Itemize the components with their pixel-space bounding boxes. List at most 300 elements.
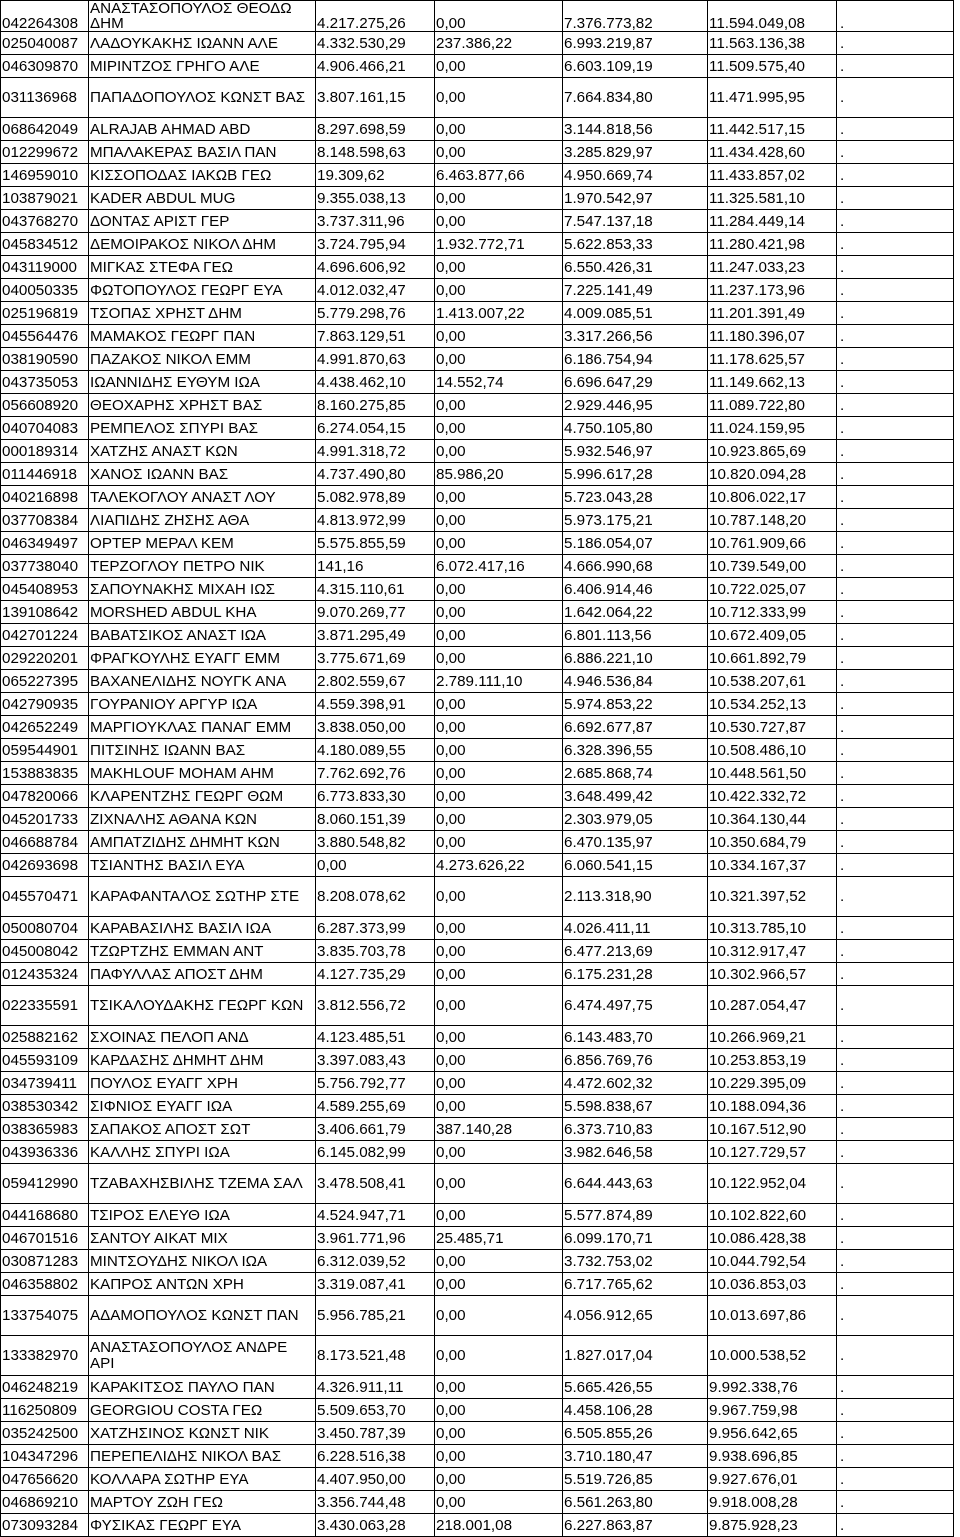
- name-cell: ΜΑΜΑΚΟΣ ΓΕΩΡΓ ΠΑΝ: [89, 325, 316, 348]
- table-row: [1, 1445, 954, 1468]
- table-row: [1, 877, 954, 917]
- taxpayer-id-cell: 056608920: [1, 394, 89, 417]
- total-cell: 10.820.094,28: [708, 463, 837, 486]
- amount-b-cell: 0,00: [435, 1, 563, 32]
- taxpayer-id-cell: 042701224: [1, 624, 89, 647]
- amount-b-cell: 85.986,20: [435, 463, 563, 486]
- amount-c-cell: 5.973.175,21: [563, 509, 708, 532]
- table-row: [1, 417, 954, 440]
- amount-b-cell: 0,00: [435, 578, 563, 601]
- marker-cell: .: [837, 1422, 954, 1445]
- amount-c-cell: 6.696.647,29: [563, 371, 708, 394]
- total-cell: 11.247.033,23: [708, 256, 837, 279]
- name-cell: ΜΙΓΚΑΣ ΣΤΕΦΑ ΓΕΩ: [89, 256, 316, 279]
- marker-cell: .: [837, 394, 954, 417]
- taxpayer-id-cell: 046248219: [1, 1376, 89, 1399]
- total-cell: 10.672.409,05: [708, 624, 837, 647]
- amount-c-cell: 6.644.443,63: [563, 1164, 708, 1204]
- name-cell: ΚΟΛΛΑΡΑ ΣΩΤΗΡ ΕΥΑ: [89, 1468, 316, 1491]
- amount-c-cell: 6.993.219,87: [563, 32, 708, 55]
- amount-c-cell: 4.056.912,65: [563, 1296, 708, 1336]
- name-cell: ΧΑΤΖΗΣΙΝΟΣ ΚΩΝΣΤ ΝΙΚ: [89, 1422, 316, 1445]
- taxpayer-id-cell: 043936336: [1, 1141, 89, 1164]
- taxpayer-id-cell: 042693698: [1, 854, 89, 877]
- name-cell: GEORGIOU COSTA ΓΕΩ: [89, 1399, 316, 1422]
- amount-b-cell: 0,00: [435, 1273, 563, 1296]
- name-cell: ΦΡΑΓΚΟΥΛΗΣ ΕΥΑΓΓ ΕΜΜ: [89, 647, 316, 670]
- table-row: [1, 1227, 954, 1250]
- total-cell: 9.956.642,65: [708, 1422, 837, 1445]
- amount-a-cell: 5.509.653,70: [316, 1399, 435, 1422]
- name-cell: ΛΑΔΟΥΚΑΚΗΣ ΙΩΑΝΝ ΑΛΕ: [89, 32, 316, 55]
- table-row: [1, 463, 954, 486]
- name-cell: MAKHLOUF MOHAM AHM: [89, 762, 316, 785]
- taxpayer-id-cell: 022335591: [1, 986, 89, 1026]
- table-row: [1, 578, 954, 601]
- taxpayer-id-cell: 073093284: [1, 1514, 89, 1537]
- amount-a-cell: 3.319.087,41: [316, 1273, 435, 1296]
- marker-cell: .: [837, 555, 954, 578]
- taxpayer-id-cell: 040050335: [1, 279, 89, 302]
- table-row: [1, 1514, 954, 1537]
- amount-b-cell: 0,00: [435, 256, 563, 279]
- table-row: [1, 1118, 954, 1141]
- table-row: [1, 1095, 954, 1118]
- amount-c-cell: 6.886.221,10: [563, 647, 708, 670]
- amount-b-cell: 0,00: [435, 1376, 563, 1399]
- marker-cell: .: [837, 1491, 954, 1514]
- marker-cell: .: [837, 1468, 954, 1491]
- marker-cell: .: [837, 141, 954, 164]
- marker-cell: .: [837, 1141, 954, 1164]
- amount-a-cell: 3.807.161,15: [316, 78, 435, 118]
- marker-cell: .: [837, 164, 954, 187]
- amount-c-cell: 6.328.396,55: [563, 739, 708, 762]
- table-row: [1, 601, 954, 624]
- total-cell: 11.509.575,40: [708, 55, 837, 78]
- total-cell: 10.013.697,86: [708, 1296, 837, 1336]
- marker-cell: .: [837, 348, 954, 371]
- name-cell: ΤΣΙΡΟΣ ΕΛΕΥΘ ΙΩΑ: [89, 1204, 316, 1227]
- name-cell: ΣΑΠΟΥΝΑΚΗΣ ΜΙΧΑΗ ΙΩΣ: [89, 578, 316, 601]
- taxpayer-id-cell: 046869210: [1, 1491, 89, 1514]
- table-row: [1, 624, 954, 647]
- name-cell: ΒΑΧΑΝΕΛΙΔΗΣ ΝΟΥΓΚ ΑΝΑ: [89, 670, 316, 693]
- amount-c-cell: 3.317.266,56: [563, 325, 708, 348]
- total-cell: 11.284.449,14: [708, 210, 837, 233]
- amount-c-cell: 6.406.914,46: [563, 578, 708, 601]
- marker-cell: .: [837, 486, 954, 509]
- taxpayer-id-cell: 043735053: [1, 371, 89, 394]
- table-row: [1, 1250, 954, 1273]
- name-cell: ΣΑΠΑΚΟΣ ΑΠΟΣΤ ΣΩΤ: [89, 1118, 316, 1141]
- name-cell: ΔΟΝΤΑΣ ΑΡΙΣΤ ΓΕΡ: [89, 210, 316, 233]
- marker-cell: .: [837, 417, 954, 440]
- taxpayer-id-cell: 037708384: [1, 509, 89, 532]
- taxpayer-id-cell: 012299672: [1, 141, 89, 164]
- marker-cell: .: [837, 1049, 954, 1072]
- taxpayer-id-cell: 059412990: [1, 1164, 89, 1204]
- taxpayer-id-cell: 044168680: [1, 1204, 89, 1227]
- amount-a-cell: 6.773.833,30: [316, 785, 435, 808]
- table-row: [1, 164, 954, 187]
- taxpayer-id-cell: 045593109: [1, 1049, 89, 1072]
- marker-cell: .: [837, 854, 954, 877]
- amount-c-cell: 6.561.263,80: [563, 1491, 708, 1514]
- amount-b-cell: 0,00: [435, 1491, 563, 1514]
- amount-a-cell: 3.737.311,96: [316, 210, 435, 233]
- amount-b-cell: 387.140,28: [435, 1118, 563, 1141]
- amount-b-cell: 0,00: [435, 917, 563, 940]
- name-cell: ΡΕΜΠΕΛΟΣ ΣΠΥΡΙ ΒΑΣ: [89, 417, 316, 440]
- amount-a-cell: 3.838.050,00: [316, 716, 435, 739]
- amount-a-cell: 141,16: [316, 555, 435, 578]
- amount-b-cell: 0,00: [435, 118, 563, 141]
- total-cell: 9.927.676,01: [708, 1468, 837, 1491]
- amount-a-cell: 5.956.785,21: [316, 1296, 435, 1336]
- table-row: [1, 279, 954, 302]
- amount-b-cell: 0,00: [435, 762, 563, 785]
- marker-cell: .: [837, 739, 954, 762]
- marker-cell: .: [837, 302, 954, 325]
- taxpayer-id-cell: 139108642: [1, 601, 89, 624]
- amount-a-cell: 8.148.598,63: [316, 141, 435, 164]
- taxpayer-id-cell: 045408953: [1, 578, 89, 601]
- amount-b-cell: 0,00: [435, 1072, 563, 1095]
- table-row: [1, 1049, 954, 1072]
- amount-b-cell: 0,00: [435, 509, 563, 532]
- total-cell: 10.000.538,52: [708, 1336, 837, 1376]
- amount-a-cell: 4.737.490,80: [316, 463, 435, 486]
- amount-b-cell: 0,00: [435, 1204, 563, 1227]
- name-cell: ΤΖΑΒΑΧΗΣΒΙΛΗΣ ΤΖΕΜΑ ΣΑΛ: [89, 1164, 316, 1204]
- marker-cell: .: [837, 647, 954, 670]
- table-row: [1, 1141, 954, 1164]
- amount-a-cell: 4.123.485,51: [316, 1026, 435, 1049]
- amount-c-cell: 7.376.773,82: [563, 1, 708, 32]
- marker-cell: .: [837, 233, 954, 256]
- amount-b-cell: 0,00: [435, 325, 563, 348]
- amount-a-cell: 4.315.110,61: [316, 578, 435, 601]
- total-cell: 10.313.785,10: [708, 917, 837, 940]
- amount-b-cell: 0,00: [435, 187, 563, 210]
- name-cell: ΑΝΑΣΤΑΣΟΠΟΥΛΟΣ ΘΕΟΔΩ ΔΗΜ: [89, 1, 316, 32]
- name-cell: ΤΑΛΕΚΟΓΛΟΥ ΑΝΑΣΤ ΛΟΥ: [89, 486, 316, 509]
- marker-cell: .: [837, 877, 954, 917]
- marker-cell: .: [837, 256, 954, 279]
- table-row: [1, 762, 954, 785]
- total-cell: 11.280.421,98: [708, 233, 837, 256]
- taxpayer-id-cell: 011446918: [1, 463, 89, 486]
- amount-a-cell: 9.355.038,13: [316, 187, 435, 210]
- total-cell: 10.712.333,99: [708, 601, 837, 624]
- amount-c-cell: 5.932.546,97: [563, 440, 708, 463]
- marker-cell: .: [837, 578, 954, 601]
- total-cell: 11.325.581,10: [708, 187, 837, 210]
- amount-a-cell: 2.802.559,67: [316, 670, 435, 693]
- marker-cell: .: [837, 1227, 954, 1250]
- amount-c-cell: 3.648.499,42: [563, 785, 708, 808]
- total-cell: 11.149.662,13: [708, 371, 837, 394]
- amount-c-cell: 1.827.017,04: [563, 1336, 708, 1376]
- name-cell: ΠΑΦΥΛΛΑΣ ΑΠΟΣΤ ΔΗΜ: [89, 963, 316, 986]
- amount-b-cell: 0,00: [435, 986, 563, 1026]
- marker-cell: .: [837, 1, 954, 32]
- amount-b-cell: 0,00: [435, 440, 563, 463]
- total-cell: 10.253.853,19: [708, 1049, 837, 1072]
- amount-b-cell: 0,00: [435, 417, 563, 440]
- amount-c-cell: 6.477.213,69: [563, 940, 708, 963]
- marker-cell: .: [837, 509, 954, 532]
- total-cell: 11.471.995,95: [708, 78, 837, 118]
- amount-c-cell: 3.710.180,47: [563, 1445, 708, 1468]
- marker-cell: .: [837, 1072, 954, 1095]
- marker-cell: .: [837, 601, 954, 624]
- name-cell: ΤΣΙΑΝΤΗΣ ΒΑΣΙΛ ΕΥΑ: [89, 854, 316, 877]
- table-row: [1, 647, 954, 670]
- amount-c-cell: 4.458.106,28: [563, 1399, 708, 1422]
- name-cell: ΜΑΡΓΙΟΥΚΛΑΣ ΠΑΝΑΓ ΕΜΜ: [89, 716, 316, 739]
- marker-cell: .: [837, 1118, 954, 1141]
- amount-c-cell: 1.970.542,97: [563, 187, 708, 210]
- marker-cell: .: [837, 55, 954, 78]
- amount-a-cell: 7.863.129,51: [316, 325, 435, 348]
- amount-b-cell: 0,00: [435, 1049, 563, 1072]
- total-cell: 11.201.391,49: [708, 302, 837, 325]
- table-row: [1, 1491, 954, 1514]
- total-cell: 10.923.865,69: [708, 440, 837, 463]
- table-row: [1, 1376, 954, 1399]
- name-cell: ΚΙΣΣΟΠΟΔΑΣ ΙΑΚΩΒ ΓΕΩ: [89, 164, 316, 187]
- total-cell: 10.167.512,90: [708, 1118, 837, 1141]
- amount-b-cell: 237.386,22: [435, 32, 563, 55]
- table-row: [1, 831, 954, 854]
- total-cell: 11.089.722,80: [708, 394, 837, 417]
- amount-b-cell: 0,00: [435, 716, 563, 739]
- marker-cell: .: [837, 670, 954, 693]
- total-cell: 10.086.428,38: [708, 1227, 837, 1250]
- name-cell: ΠΙΤΣΙΝΗΣ ΙΩΑΝΝ ΒΑΣ: [89, 739, 316, 762]
- table-row: [1, 1468, 954, 1491]
- amount-b-cell: 0,00: [435, 647, 563, 670]
- name-cell: ΟΡΤΕΡ ΜΕΡΑΛ ΚΕΜ: [89, 532, 316, 555]
- name-cell: ΒΑΒΑΤΣΙΚΟΣ ΑΝΑΣΤ ΙΩΑ: [89, 624, 316, 647]
- amount-c-cell: 6.227.863,87: [563, 1514, 708, 1537]
- total-cell: 10.422.332,72: [708, 785, 837, 808]
- taxpayer-id-cell: 012435324: [1, 963, 89, 986]
- amount-a-cell: 3.397.083,43: [316, 1049, 435, 1072]
- table-row: [1, 986, 954, 1026]
- amount-c-cell: 6.470.135,97: [563, 831, 708, 854]
- marker-cell: .: [837, 940, 954, 963]
- total-cell: 10.722.025,07: [708, 578, 837, 601]
- amount-c-cell: 5.665.426,55: [563, 1376, 708, 1399]
- table-row: [1, 141, 954, 164]
- amount-c-cell: 4.946.536,84: [563, 670, 708, 693]
- name-cell: ΓΟΥΡΑΝΙΟΥ ΑΡΓΥΡ ΙΩΑ: [89, 693, 316, 716]
- amount-b-cell: 0,00: [435, 1468, 563, 1491]
- taxpayer-id-cell: 046309870: [1, 55, 89, 78]
- amount-c-cell: 2.113.318,90: [563, 877, 708, 917]
- taxpayer-id-cell: 038190590: [1, 348, 89, 371]
- table-row: [1, 486, 954, 509]
- amount-a-cell: 4.438.462,10: [316, 371, 435, 394]
- amount-a-cell: 3.430.063,28: [316, 1514, 435, 1537]
- amount-c-cell: 5.598.838,67: [563, 1095, 708, 1118]
- amount-a-cell: 5.575.855,59: [316, 532, 435, 555]
- taxpayer-id-cell: 059544901: [1, 739, 89, 762]
- amount-b-cell: 0,00: [435, 394, 563, 417]
- table-row: [1, 1, 954, 32]
- taxpayer-id-cell: 040704083: [1, 417, 89, 440]
- amount-c-cell: 5.996.617,28: [563, 463, 708, 486]
- taxpayer-id-cell: 029220201: [1, 647, 89, 670]
- total-cell: 10.312.917,47: [708, 940, 837, 963]
- total-cell: 11.594.049,08: [708, 1, 837, 32]
- table-row: [1, 256, 954, 279]
- amount-a-cell: 7.762.692,76: [316, 762, 435, 785]
- amount-b-cell: 0,00: [435, 808, 563, 831]
- amount-a-cell: 4.991.870,63: [316, 348, 435, 371]
- total-cell: 11.433.857,02: [708, 164, 837, 187]
- amount-c-cell: 3.982.646,58: [563, 1141, 708, 1164]
- amount-c-cell: 1.642.064,22: [563, 601, 708, 624]
- total-cell: 10.448.561,50: [708, 762, 837, 785]
- amount-a-cell: 4.127.735,29: [316, 963, 435, 986]
- name-cell: ΚΛΑΡΕΝΤΖΗΣ ΓΕΩΡΓ ΘΩΜ: [89, 785, 316, 808]
- amount-c-cell: 4.950.669,74: [563, 164, 708, 187]
- table-row: [1, 325, 954, 348]
- taxpayer-id-cell: 042264308: [1, 1, 89, 32]
- amount-c-cell: 5.186.054,07: [563, 532, 708, 555]
- table-row: [1, 394, 954, 417]
- amount-a-cell: 3.961.771,96: [316, 1227, 435, 1250]
- amount-a-cell: 8.160.275,85: [316, 394, 435, 417]
- marker-cell: .: [837, 118, 954, 141]
- name-cell: ΜΑΡΤΟΥ ΖΩΗ ΓΕΩ: [89, 1491, 316, 1514]
- amount-c-cell: 2.685.868,74: [563, 762, 708, 785]
- amount-a-cell: 4.559.398,91: [316, 693, 435, 716]
- total-cell: 11.442.517,15: [708, 118, 837, 141]
- name-cell: ΑΝΑΣΤΑΣΟΠΟΥΛΟΣ ΑΝΔΡΕ ΑΡΙ: [89, 1336, 316, 1376]
- amount-c-cell: 6.186.754,94: [563, 348, 708, 371]
- amount-a-cell: 3.478.508,41: [316, 1164, 435, 1204]
- amount-a-cell: 4.332.530,29: [316, 32, 435, 55]
- table-row: [1, 917, 954, 940]
- name-cell: KADER ABDUL MUG: [89, 187, 316, 210]
- amount-c-cell: 6.175.231,28: [563, 963, 708, 986]
- amount-a-cell: 8.208.078,62: [316, 877, 435, 917]
- name-cell: ΤΖΩΡΤΖΗΣ ΕΜΜΑΝ ΑΝΤ: [89, 940, 316, 963]
- total-cell: 10.334.167,37: [708, 854, 837, 877]
- marker-cell: .: [837, 440, 954, 463]
- taxpayer-id-cell: 103879021: [1, 187, 89, 210]
- amount-a-cell: 19.309,62: [316, 164, 435, 187]
- marker-cell: .: [837, 1376, 954, 1399]
- marker-cell: .: [837, 963, 954, 986]
- marker-cell: .: [837, 716, 954, 739]
- amount-c-cell: 6.717.765,62: [563, 1273, 708, 1296]
- amount-b-cell: 0,00: [435, 693, 563, 716]
- marker-cell: .: [837, 325, 954, 348]
- table-row: [1, 532, 954, 555]
- total-cell: 9.967.759,98: [708, 1399, 837, 1422]
- amount-b-cell: 0,00: [435, 940, 563, 963]
- name-cell: ΦΩΤΟΠΟΥΛΟΣ ΓΕΩΡΓ ΕΥΑ: [89, 279, 316, 302]
- taxpayer-id-cell: 042652249: [1, 716, 89, 739]
- amount-a-cell: 5.779.298,76: [316, 302, 435, 325]
- amount-c-cell: 6.856.769,76: [563, 1049, 708, 1072]
- amount-b-cell: 6.072.417,16: [435, 555, 563, 578]
- total-cell: 10.538.207,61: [708, 670, 837, 693]
- amount-b-cell: 0,00: [435, 486, 563, 509]
- amount-c-cell: 7.225.141,49: [563, 279, 708, 302]
- amount-a-cell: 4.813.972,99: [316, 509, 435, 532]
- amount-a-cell: 8.173.521,48: [316, 1336, 435, 1376]
- amount-b-cell: 0,00: [435, 1250, 563, 1273]
- amount-a-cell: 6.287.373,99: [316, 917, 435, 940]
- taxpayer-id-cell: 040216898: [1, 486, 89, 509]
- marker-cell: .: [837, 371, 954, 394]
- taxpayer-id-cell: 045834512: [1, 233, 89, 256]
- amount-c-cell: 5.577.874,89: [563, 1204, 708, 1227]
- amount-c-cell: 4.666.990,68: [563, 555, 708, 578]
- amount-a-cell: 4.524.947,71: [316, 1204, 435, 1227]
- name-cell: ΠΑΠΑΔΟΠΟΥΛΟΣ ΚΩΝΣΤ ΒΑΣ: [89, 78, 316, 118]
- taxpayer-id-cell: 146959010: [1, 164, 89, 187]
- amount-c-cell: 4.009.085,51: [563, 302, 708, 325]
- marker-cell: .: [837, 78, 954, 118]
- amount-c-cell: 7.664.834,80: [563, 78, 708, 118]
- taxpayer-id-cell: 050080704: [1, 917, 89, 940]
- total-cell: 10.350.684,79: [708, 831, 837, 854]
- amount-b-cell: 0,00: [435, 785, 563, 808]
- table-row: [1, 1164, 954, 1204]
- taxpayer-id-cell: 153883835: [1, 762, 89, 785]
- taxpayer-id-cell: 046358802: [1, 1273, 89, 1296]
- total-cell: 10.122.952,04: [708, 1164, 837, 1204]
- amount-b-cell: 0,00: [435, 1026, 563, 1049]
- taxpayer-id-cell: 025882162: [1, 1026, 89, 1049]
- total-cell: 10.036.853,03: [708, 1273, 837, 1296]
- taxpayer-id-cell: 116250809: [1, 1399, 89, 1422]
- total-cell: 10.102.822,60: [708, 1204, 837, 1227]
- amount-b-cell: 0,00: [435, 141, 563, 164]
- name-cell: ΛΙΑΠΙΔΗΣ ΖΗΣΗΣ ΑΘΑ: [89, 509, 316, 532]
- taxpayer-id-cell: 038530342: [1, 1095, 89, 1118]
- total-cell: 9.875.928,23: [708, 1514, 837, 1537]
- marker-cell: .: [837, 762, 954, 785]
- total-cell: 10.530.727,87: [708, 716, 837, 739]
- amount-b-cell: 2.789.111,10: [435, 670, 563, 693]
- table-row: [1, 808, 954, 831]
- amount-c-cell: 4.472.602,32: [563, 1072, 708, 1095]
- taxpayer-id-cell: 104347296: [1, 1445, 89, 1468]
- taxpayer-id-cell: 045008042: [1, 940, 89, 963]
- total-cell: 10.508.486,10: [708, 739, 837, 762]
- table-row: [1, 440, 954, 463]
- amount-b-cell: 0,00: [435, 1141, 563, 1164]
- marker-cell: .: [837, 1164, 954, 1204]
- marker-cell: .: [837, 808, 954, 831]
- table-row: [1, 940, 954, 963]
- total-cell: 10.302.966,57: [708, 963, 837, 986]
- amount-b-cell: 1.413.007,22: [435, 302, 563, 325]
- total-cell: 10.229.395,09: [708, 1072, 837, 1095]
- table-row: [1, 716, 954, 739]
- amount-b-cell: 0,00: [435, 78, 563, 118]
- taxpayer-id-cell: 133754075: [1, 1296, 89, 1336]
